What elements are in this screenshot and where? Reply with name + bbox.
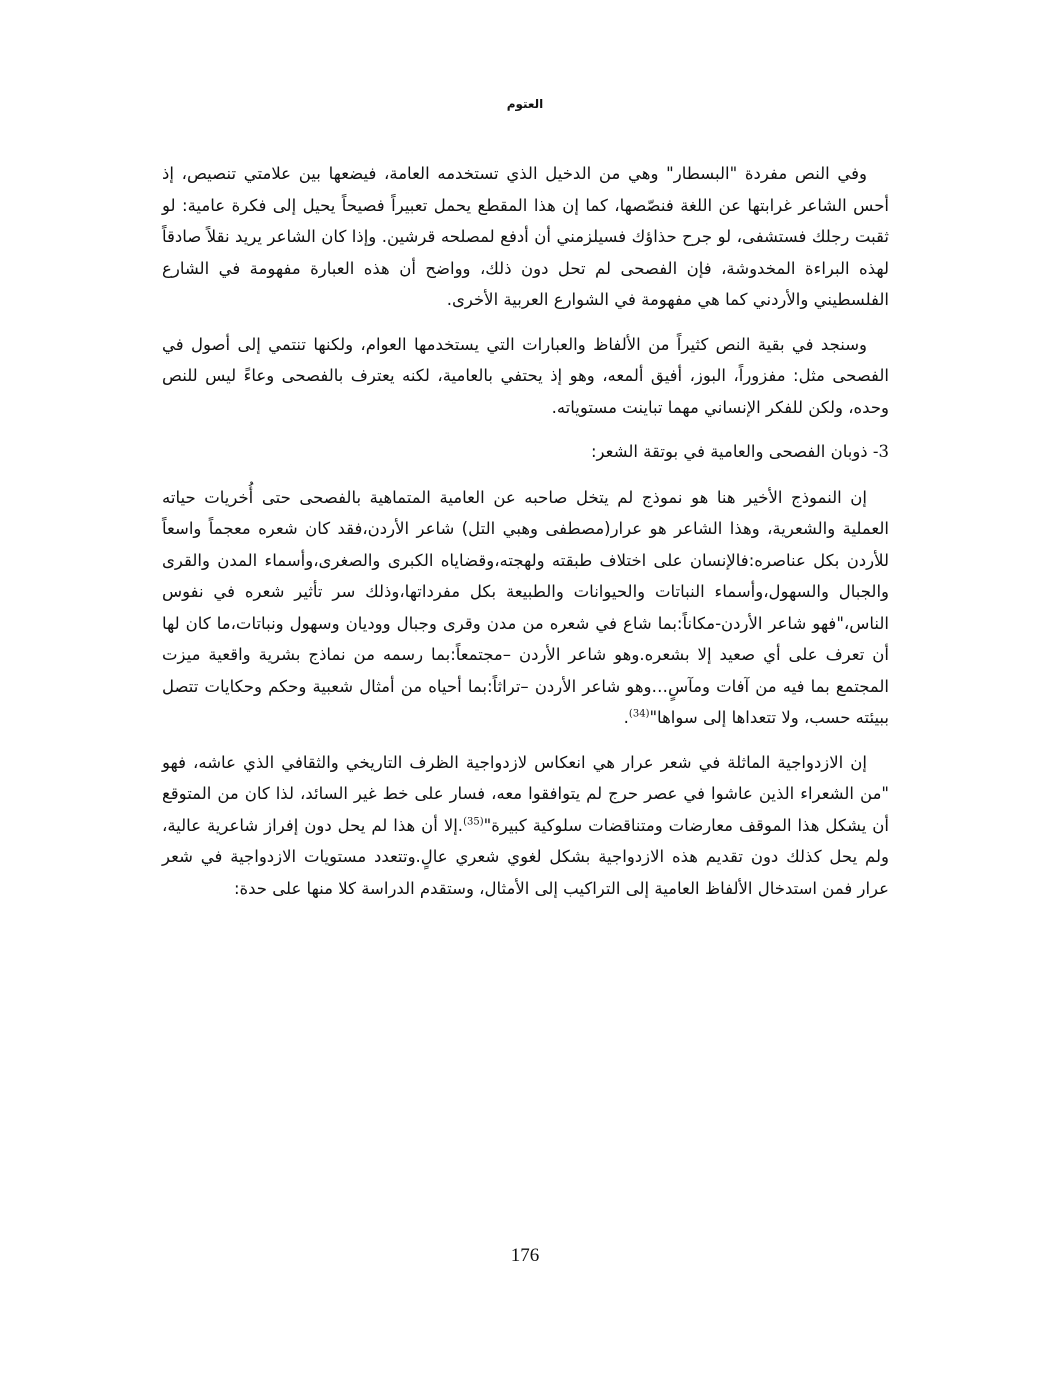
body-text — [162, 158, 889, 917]
paragraph-2: وسنجد في بقية النص كثيراً من الألفاظ والعبارات التي يستخدمها العوام، ولكنها تنتمي إلى أصول في الفصحى مثل: مفزوراً، البوز، أفيق ألمعه، وهو إذ يحتفي بالعامية، لكنه يعترف بالفصحى وعاءً ليس للنص وحده، ولكن للفكر الإنساني مهما تباينت مستوياته. — [162, 334, 889, 417]
section-number: 3- — [872, 442, 889, 461]
paragraph-3 — [162, 482, 889, 734]
paragraph-1: وفي النص مفردة "البسطار" وهي من الدخيل الذي تستخدمه العامة، فيضعها بين علامتي تنصيص، إذ أحس الشاعر غرابتها عن اللغة فنصّصها، كما إن هذا المقطع يحمل تعبيراً فصيحاً يحيل إلى فكرة عامية: لو ثقبت رجلك فستشفى، لو جرح حذاؤك فسيلزمني أن أدفع لمصلحه قرشين. وإذا كان الشاعر يريد نقلاً صادقاً لهذه البراءة المخدوشة، فإن الفصحى لم تحل دون ذلك، وواضح أن هذه العبارة مفهومة في الشارع الفلسطيني والأردني كما هي مفهومة في الشوارع العربية الأخرى. — [162, 164, 889, 309]
section-heading — [162, 436, 889, 468]
page-number: 176 — [510, 1245, 540, 1266]
running-header: العتوم — [506, 97, 544, 111]
paragraph-3-text: إن النموذج الأخير هنا هو نموذج لم يتخل صاحبه عن العامية المتماهية بالفصحى حتى أُخريات حياته العملية والشعرية، وهذا الشاعر هو عرار(مصطفى وهبي التل) شاعر الأردن،فقد كان شعره معجماً واسعاً للأردن بكل عناصره:فالإنسان على اختلاف طبقته ولهجته،وقضاياه الكبرى والصغرى،وأسماء المدن والقرى والجبال والسهول،وأسماء النباتات والحيوانات والطبيعة بكل مفرداتها،وذلك سر تأثير شعره في نفوس الناس،"فهو شاعر الأردن-مكاناً:بما شاع في شعره من مدن وقرى وجبال ووديان وسهول ونباتات،ما كان لها أن تعرف على أي صعيد إلا بشعره.وهو شاعر الأردن –مجتمعاً:بما رسمه من نماذج بشرية واقعية ميزت المجتمع بما فيه من آفات ومآسٍ…وهو شاعر الأردن –تراثاً:بما أحياه من أمثال شعبية وحكم وحكايات تتصل ببيئته حسب، ولا تتعداها إلى سواها" — [162, 487, 889, 727]
paragraph-3-end: . — [623, 708, 629, 727]
paragraph-4-text-after: .إلا أن هذا لم يحل دون إفراز شاعرية عالية، ولم يحل كذلك دون تقديم هذه الازدواجية بشكل لغوي شعري عالٍ.وتتعدد مستويات الازدواجية في شعر عرار فمن استدخال الألفاظ العامية إلى التراكيب إلى الأمثال، وستقدم الدراسة كلا منها على حدة: — [162, 815, 889, 898]
footnote-ref-35[interactable]: (35) — [463, 816, 484, 827]
footnote-ref-34[interactable]: (34) — [628, 708, 650, 720]
paragraph-4 — [162, 747, 889, 905]
section-title: ذوبان الفصحى والعامية في بوتقة الشعر: — [590, 442, 868, 461]
paragraph-4-text-before: إن الازدواجية الماثلة في شعر عرار هي انعكاس لازدواجية الظرف التاريخي والثقافي الذي عاشه، فهو "من الشعراء الذين عاشوا في عصر حرج لم يتوافقوا معه، فسار على خط غير السائد، لذا كان من المتوقع أن يشكل هذا الموقف معارضات ومتناقضات سلوكية كبيرة" — [162, 752, 889, 835]
